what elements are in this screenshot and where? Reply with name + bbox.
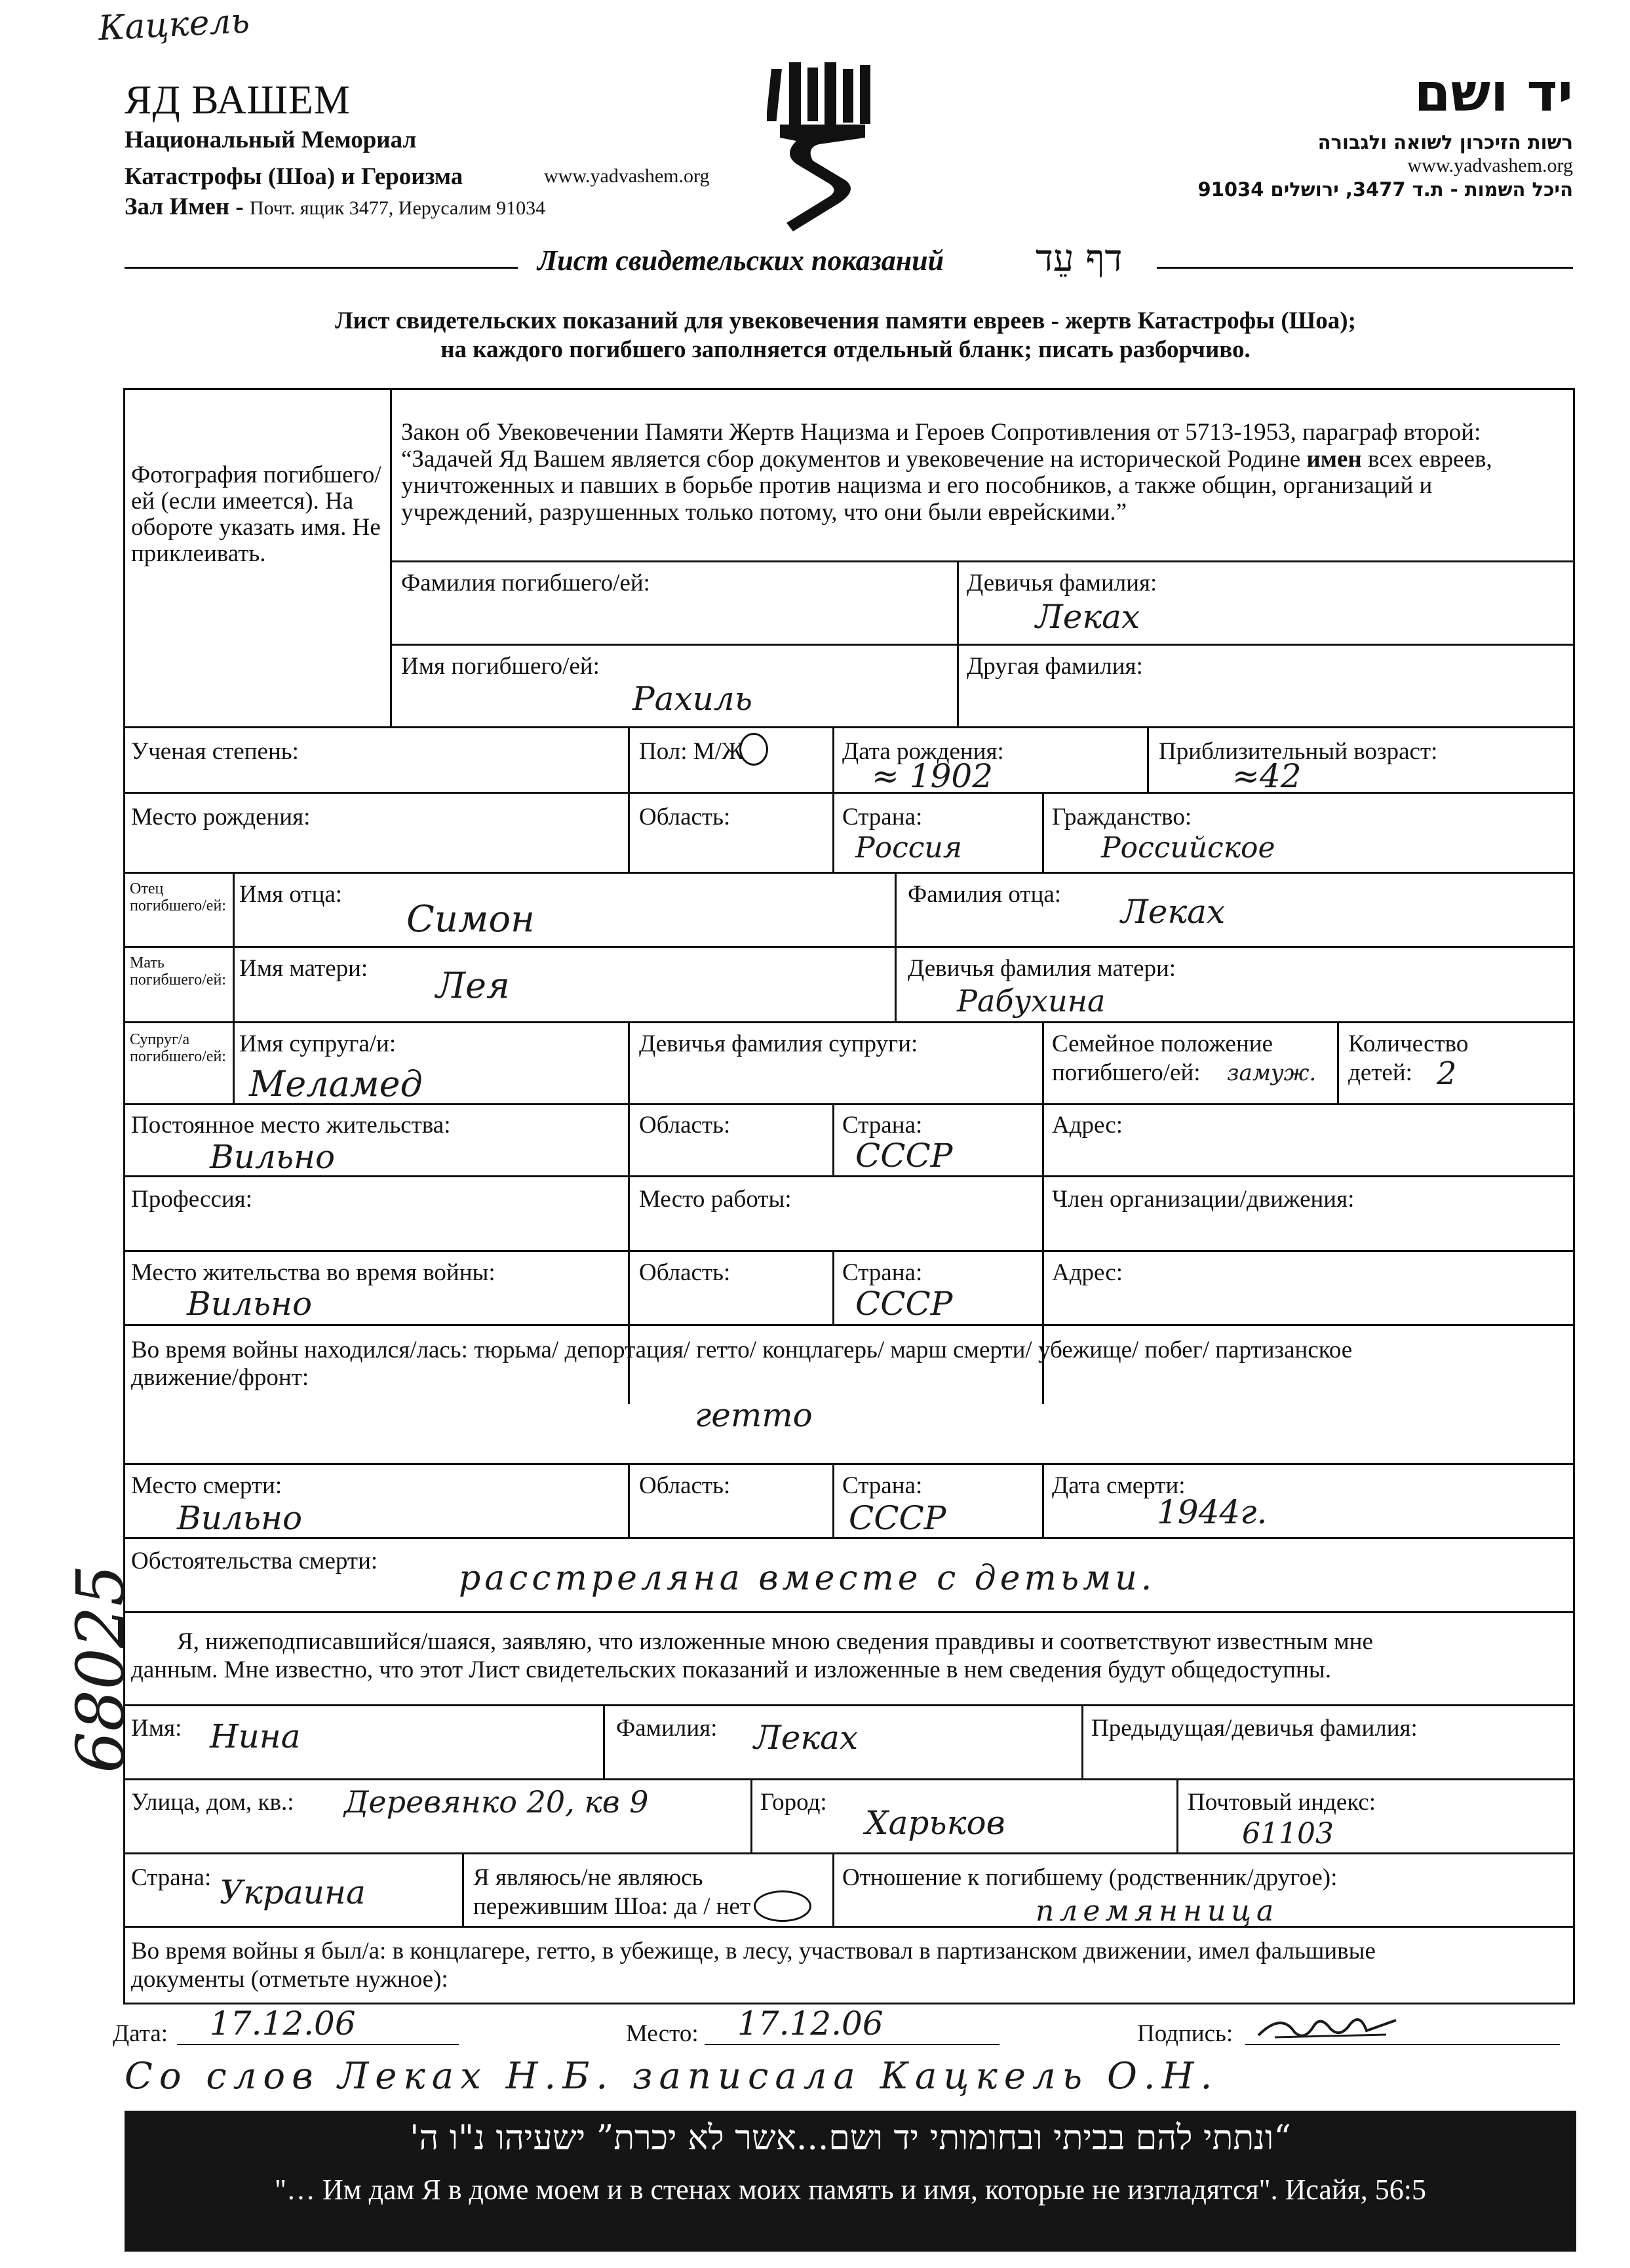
law-text-bold: имен bbox=[1306, 445, 1362, 473]
photo-box-instructions: Фотография погибшего/ей (если имеется). На обороте указать имя. Не приклеивать. bbox=[131, 461, 381, 567]
mother-maiden-label: Девичья фамилия матери: bbox=[908, 955, 1176, 982]
organization-member-label: Член организации/движения: bbox=[1052, 1186, 1355, 1213]
org-address-he: היכל השמות - ת.ד 3477, ירושלים 91034 bbox=[1197, 178, 1573, 201]
residence-value: Вильно bbox=[210, 1138, 336, 1176]
victim-maiden-value: Леках bbox=[1036, 598, 1140, 636]
city-label: Город: bbox=[760, 1789, 827, 1816]
signature-scribble-icon bbox=[1255, 2006, 1406, 2045]
corner-handwritten-note: Кацкель bbox=[97, 1, 251, 49]
death-region-label: Область: bbox=[639, 1472, 731, 1499]
intro-line-1: Лист свидетельских показаний для увековечения памяти евреев - жертв Катастрофы (Шоа); bbox=[335, 307, 1356, 334]
declaration-line-1: Я, нижеподписавшийся/шаяся, заявляю, что изложенные мною сведения правдивы и соответствуют известным мне bbox=[177, 1628, 1373, 1655]
mother-side-label: Мать погибшего/ей: bbox=[130, 954, 226, 989]
birth-date-value: ≈ 1902 bbox=[872, 757, 994, 795]
children-count-label-1: Количество bbox=[1348, 1030, 1469, 1057]
children-count-value: 2 bbox=[1437, 1055, 1457, 1092]
residence-label: Постоянное место жительства: bbox=[131, 1112, 451, 1139]
death-date-label: Дата смерти: bbox=[1052, 1472, 1186, 1499]
degree-label: Ученая степень: bbox=[131, 738, 299, 765]
workplace-label: Место работы: bbox=[639, 1186, 792, 1213]
law-text-part-2: всех евреев, уничтоженных и павших в борьбе против нацизма и его пособников, а также общин, организаций и учреждений, разрушенных только потому, что они были еврейскими.” bbox=[401, 445, 1492, 526]
residence-address-label: Адрес: bbox=[1052, 1112, 1123, 1139]
victim-maiden-label: Девичья фамилия: bbox=[967, 570, 1157, 596]
death-circumstances-value: расстреляна вместе с детьми. bbox=[459, 1559, 1156, 1598]
handwritten-note: Со слов Леках Н.Б. записала Кацкель О.Н. bbox=[125, 2055, 1219, 2098]
marital-status-value: замуж. bbox=[1227, 1060, 1317, 1086]
profession-label: Профессия: bbox=[131, 1186, 252, 1213]
children-count-label-2: детей: bbox=[1348, 1059, 1412, 1086]
hall-of-names-label: Зал Имен - bbox=[125, 193, 250, 220]
street-label: Улица, дом, кв.: bbox=[131, 1789, 294, 1816]
approx-age-value: ≈42 bbox=[1232, 757, 1302, 795]
submitter-country-value: Украина bbox=[220, 1873, 366, 1911]
war-status-value: гетто bbox=[695, 1396, 813, 1434]
victim-first-name-value: Рахиль bbox=[632, 680, 752, 718]
org-subtitle-he: רשות הזיכרון לשואה ולגבורה bbox=[1317, 131, 1573, 153]
side-number: 68025 bbox=[62, 1564, 139, 1773]
victim-surname-label: Фамилия погибшего/ей: bbox=[401, 570, 650, 596]
zip-label: Почтовый индекс: bbox=[1188, 1789, 1376, 1816]
father-side-label: Отец погибшего/ей: bbox=[130, 880, 226, 915]
mother-maiden-value: Рабухина bbox=[957, 983, 1106, 1019]
yad-vashem-logo-icon bbox=[767, 62, 878, 233]
survivor-label-1: Я являюсь/не являюсь bbox=[473, 1864, 703, 1891]
submitter-name-label: Имя: bbox=[131, 1715, 182, 1742]
approx-age-label: Приблизительный возраст: bbox=[1159, 738, 1438, 765]
war-status-label-2: движение/фронт: bbox=[131, 1364, 309, 1391]
footer-quote-he: “ונתתי להם בביתי ובחומותי יד ושם...אשר לא יכרת” ישעיהו נ"ו ה' bbox=[410, 2119, 1291, 2158]
submitter-war-label-1: Во время войны я был/а: в концлагере, гетто, в убежище, в лесу, участвовал в партизанском движении, имел фальшивые bbox=[131, 1938, 1376, 1965]
sex-circle-mark bbox=[739, 733, 768, 766]
org-name-ru: ЯД ВАШЕМ bbox=[125, 78, 351, 123]
form-title: Лист свидетельских показаний bbox=[537, 244, 944, 277]
relation-value: племянница bbox=[1036, 1894, 1279, 1928]
father-surname-label: Фамилия отца: bbox=[908, 881, 1062, 908]
spouse-name-label: Имя супруга/и: bbox=[239, 1030, 397, 1057]
postal-address: Почт. ящик 3477, Иерусалим 91034 bbox=[249, 197, 546, 219]
law-text bbox=[401, 420, 1561, 526]
citizenship-label: Гражданство: bbox=[1052, 804, 1192, 831]
residence-region-label: Область: bbox=[639, 1112, 731, 1139]
street-value: Деревянко 20, кв 9 bbox=[344, 1784, 649, 1820]
survivor-label-2: пережившим Шоа: да / нет bbox=[473, 1893, 751, 1920]
survivor-no-circle-mark bbox=[754, 1890, 811, 1922]
date-value: 17.12.06 bbox=[210, 2004, 356, 2043]
law-text-part-1: Закон об Увековечении Памяти Жертв Нацизма и Героев Сопротивления от 5713-1953, параграф второй: “Задачей Яд Вашем является сбор документов и увековечение на исторической Родине bbox=[401, 419, 1481, 473]
death-date-value: 1944г. bbox=[1157, 1493, 1268, 1531]
victim-other-surname-label: Другая фамилия: bbox=[967, 653, 1143, 680]
birth-date-label: Дата рождения: bbox=[842, 738, 1004, 765]
zip-value: 61103 bbox=[1242, 1817, 1334, 1850]
org-address-ru bbox=[125, 193, 545, 221]
sex-label: Пол: М/Ж bbox=[639, 738, 744, 765]
submitter-name-value: Нина bbox=[210, 1717, 301, 1755]
birth-region-label: Область: bbox=[639, 804, 731, 831]
date-label: Дата: bbox=[113, 2020, 168, 2047]
death-place-label: Место смерти: bbox=[131, 1472, 282, 1499]
war-residence-value: Вильно bbox=[187, 1285, 313, 1323]
org-url-ru: www.yadvashem.org bbox=[544, 165, 710, 187]
title-rule-left bbox=[125, 267, 518, 269]
death-country-label: Страна: bbox=[842, 1472, 923, 1499]
war-residence-label: Место жительства во время войны: bbox=[131, 1259, 495, 1286]
war-country-label: Страна: bbox=[842, 1259, 923, 1286]
residence-country-value: СССР bbox=[855, 1137, 953, 1175]
title-rule-right bbox=[1157, 267, 1573, 269]
war-country-value: СССР bbox=[855, 1285, 953, 1323]
spouse-name-value: Меламед bbox=[249, 1063, 423, 1105]
war-status-label-1: Во время войны находился/лась: тюрьма/ депортация/ гетто/ концлагерь/ марш смерти/ убежище/ побег/ партизанское bbox=[131, 1337, 1353, 1363]
submitter-surname-label: Фамилия: bbox=[616, 1715, 718, 1742]
place-label: Место: bbox=[626, 2020, 699, 2047]
death-country-value: СССР bbox=[849, 1499, 946, 1537]
submitter-prev-surname-label: Предыдущая/девичья фамилия: bbox=[1091, 1715, 1418, 1742]
death-circumstances-label: Обстоятельства смерти: bbox=[131, 1548, 378, 1574]
org-url-he: www.yadvashem.org bbox=[1407, 155, 1573, 176]
war-region-label: Область: bbox=[639, 1259, 731, 1286]
residence-country-label: Страна: bbox=[842, 1112, 923, 1139]
declaration-line-2: данным. Мне известно, что этот Лист свидетельских показаний и изложенные в нем сведения будут общедоступны. bbox=[131, 1656, 1331, 1683]
marital-status-label-1: Семейное положение bbox=[1052, 1030, 1273, 1057]
father-name-label: Имя отца: bbox=[239, 881, 343, 908]
intro-line-2: на каждого погибшего заполняется отдельный бланк; писать разборчиво. bbox=[440, 336, 1251, 363]
mother-name-value: Лея bbox=[436, 965, 510, 1006]
org-name-he: יד ושם bbox=[1414, 62, 1573, 123]
submitter-surname-value: Леках bbox=[754, 1719, 859, 1757]
form-title-he: דף עֵד bbox=[1036, 237, 1123, 280]
signature-label: Подпись: bbox=[1137, 2020, 1233, 2047]
birth-country-label: Страна: bbox=[842, 804, 923, 831]
death-place-value: Вильно bbox=[177, 1499, 303, 1537]
father-name-value: Симон bbox=[406, 898, 535, 941]
footer-quote-ru: "… Им дам Я в доме моем и в стенах моих память и имя, которые не изгладятся". Исайя, 56:5 bbox=[275, 2174, 1426, 2206]
relation-label: Отношение к погибшему (родственник/другое): bbox=[842, 1864, 1338, 1891]
mother-name-label: Имя матери: bbox=[239, 955, 368, 982]
spouse-maiden-label: Девичья фамилия супруги: bbox=[639, 1030, 918, 1057]
org-subtitle-ru-1: Национальный Мемориал bbox=[125, 127, 417, 153]
city-value: Харьков bbox=[865, 1804, 1005, 1842]
submitter-war-label-2: документы (отметьте нужное): bbox=[131, 1966, 448, 1993]
spouse-side-label: Супруг/а погибшего/ей: bbox=[130, 1031, 226, 1066]
father-surname-value: Леках bbox=[1121, 893, 1226, 931]
org-subtitle-ru-2: Катастрофы (Шоа) и Героизма bbox=[125, 163, 463, 190]
birth-place-label: Место рождения: bbox=[131, 804, 311, 831]
submitter-country-label: Страна: bbox=[131, 1864, 212, 1891]
war-address-label: Адрес: bbox=[1052, 1259, 1123, 1286]
citizenship-value: Российское bbox=[1101, 831, 1275, 865]
place-value: 17.12.06 bbox=[737, 2004, 883, 2043]
marital-status-label-2: погибшего/ей: bbox=[1052, 1059, 1201, 1086]
birth-country-value: Россия bbox=[855, 831, 962, 865]
victim-first-name-label: Имя погибшего/ей: bbox=[401, 653, 600, 680]
